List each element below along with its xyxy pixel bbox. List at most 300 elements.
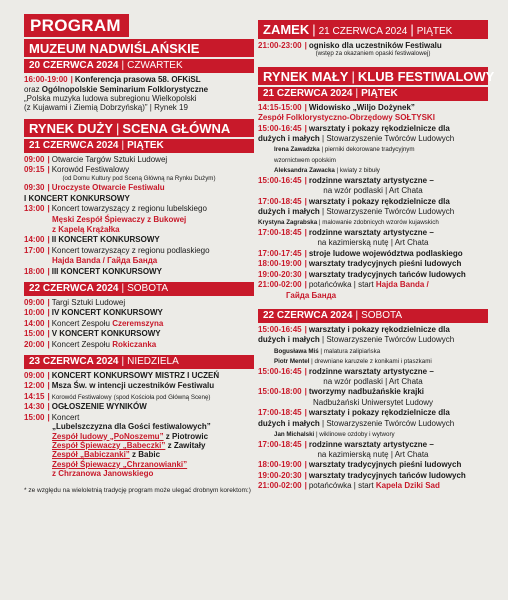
entry-body <box>24 256 254 265</box>
schedule-row <box>258 259 488 268</box>
schedule-row <box>24 204 254 213</box>
entry-body <box>258 356 488 365</box>
entry-time: 19:00-20:30 <box>258 470 302 480</box>
rm-day1-day: PIĄTEK <box>361 87 398 99</box>
entry-text: Korowód Festiwalowy <box>51 393 112 401</box>
separator-bar: | <box>304 175 307 185</box>
entry-text: KONCERT KONKURSOWY MISTRZ I UCZEŃ <box>51 370 220 380</box>
entry-body <box>47 371 254 380</box>
entry-text: potańcówka <box>308 481 352 491</box>
entry-text: wzornictwem opolskim <box>274 156 336 164</box>
rm-day2-date: 22 CZERWCA 2024 <box>263 309 353 321</box>
entry-body <box>258 238 488 247</box>
entry-body <box>258 134 488 143</box>
museum-venue-band <box>24 39 254 57</box>
concert-group <box>24 469 254 478</box>
entry-body <box>305 481 488 490</box>
artist-craft: | drewniane karuzele z konikami i ptaszkami <box>309 358 432 366</box>
entry-body <box>258 335 488 344</box>
concert-group <box>24 441 254 450</box>
artist-name: Bogusława Miś <box>274 347 319 355</box>
group-name: Zespół Śpiewaczy „Babeczki” <box>52 441 166 451</box>
schedule-row <box>258 367 488 376</box>
schedule-row <box>24 165 254 174</box>
footnote: * ze względu na wieloletnią tradycję program może ulegać drobnym korektom:) <box>24 486 251 494</box>
schedule-row <box>258 325 488 334</box>
entry-text: Widowisko „Wiljo Dożynek” <box>308 102 415 112</box>
entry-time: 09:00 <box>24 155 45 165</box>
entry-body <box>258 450 488 459</box>
entry-body <box>258 155 488 164</box>
artist-craft: | pierniki dekorowane tradycyjnym <box>319 146 415 154</box>
schedule-row <box>258 238 488 247</box>
day1-day: PIĄTEK <box>127 140 164 152</box>
zamek-venue: ZAMEK <box>263 22 310 37</box>
artist-name: Aleksandra Zawacka <box>274 167 335 175</box>
separator-bar: | <box>47 318 50 328</box>
entry-text-tail: | Stowarzyszenie Twórców Ludowych <box>319 133 455 143</box>
entry-body <box>305 408 488 417</box>
schedule-row <box>258 356 488 365</box>
museum-date: 20 CZERWCA 2024 <box>29 60 119 72</box>
entry-highlight: Hajda Banda / <box>375 280 429 290</box>
entry-text: dużych i małych <box>258 207 320 217</box>
entry-text: Koncert Zespołu <box>51 339 113 349</box>
entry-text-tail: | Stowarzyszenie Twórców Ludowych <box>319 335 455 345</box>
entry-time: 12:00 <box>24 381 45 391</box>
separator-bar: | <box>304 269 307 279</box>
entry-time: 14:30 <box>24 402 45 412</box>
entry-body <box>47 340 254 349</box>
entry-text: Korowód Festiwalowy <box>51 165 130 175</box>
separator-bar: | <box>47 412 50 422</box>
entry-time: 17:00-18:45 <box>258 408 302 418</box>
day3-date: 23 CZERWCA 2024 <box>29 356 119 368</box>
entry-text: potańcówka <box>308 280 352 290</box>
rm-day2-day: SOBOTA <box>361 309 403 321</box>
entry-text: Гайда Банда <box>286 290 337 300</box>
entry-body <box>305 325 488 334</box>
schedule-row <box>258 471 488 480</box>
rm-day2-band: 22 CZERWCA 2024 | SOBOTA <box>258 309 488 323</box>
schedule-row <box>24 340 254 349</box>
entry-text: warsztaty tradycyjnych pieśni ludowych <box>308 259 462 269</box>
entry-text: rodzinne warsztaty artystyczne – <box>308 366 434 376</box>
entry-body <box>258 291 488 300</box>
schedule-row <box>24 298 254 307</box>
right-column <box>258 18 495 491</box>
entry-text: warsztaty tradycyjnych pieśni ludowych <box>308 460 462 470</box>
museum-venue: MUZEUM NADWIŚLAŃSKIE <box>29 41 200 57</box>
schedule-row <box>24 215 254 224</box>
separator-bar: | <box>304 227 307 237</box>
artist-name: Piotr Mentel <box>274 358 310 366</box>
museum-line4: (z Kujawami i Ziemią Dobrzyńską)” | Rynek 19 <box>24 103 188 113</box>
entry-body <box>47 319 254 328</box>
group-name: Zespół Śpiewaczy „Chrzanowianki” <box>52 459 188 469</box>
schedule-row <box>258 165 488 174</box>
separator-bar: | <box>304 102 307 112</box>
schedule-row <box>258 228 488 237</box>
entry-time: 17:00 <box>24 245 45 255</box>
entry-body <box>305 249 488 258</box>
group-origin: z Chrzanowa Janowskiego <box>52 469 154 479</box>
entry-text: na kazimierską nutę | Art Chata <box>317 238 429 248</box>
day2-band: 22 CZERWCA 2024 | SOBOTA <box>24 282 254 296</box>
entry-text: warsztaty i pokazy rękodzielnicze dla <box>308 196 450 206</box>
entry-body <box>305 440 488 449</box>
entry-text: stroje ludowe województwa podlaskiego <box>308 248 463 258</box>
separator-bar: | <box>304 280 307 290</box>
entry-text: rodzinne warsztaty artystyczne – <box>308 439 434 449</box>
entry-body <box>47 267 254 276</box>
entry-body <box>305 387 488 396</box>
entry-body <box>258 113 488 122</box>
schedule-row <box>24 402 254 411</box>
entry-time: 17:00-18:45 <box>258 439 302 449</box>
artist-craft: | malatura zalipiańska <box>318 347 381 355</box>
entry-body <box>47 235 254 244</box>
separator-bar: | <box>47 155 50 165</box>
separator-bar: | <box>47 183 50 193</box>
entry-text: warsztaty i pokazy rękodzielnicze dla <box>308 123 450 133</box>
group-origin: z Babic <box>129 450 161 460</box>
day2-day: SOBOTA <box>127 283 169 295</box>
entry-text: IV KONCERT KONKURSOWY <box>51 308 163 318</box>
schedule-row <box>258 481 488 490</box>
schedule-row <box>258 113 488 122</box>
artist-name: Jan Michalski <box>274 431 315 439</box>
rynek-duzy-venue: RYNEK DUŻY <box>29 120 114 136</box>
concert-group <box>24 460 254 469</box>
entry-body <box>305 124 488 133</box>
entry-body <box>305 103 488 112</box>
entry-text: warsztaty i pokazy rękodzielnicze dla <box>308 408 450 418</box>
entry-text: na wzór podlaski | Art Chata <box>323 186 423 196</box>
entry-time: 09:15 <box>24 165 45 175</box>
separator-bar: | <box>47 297 50 307</box>
entry-time: 17:00-17:45 <box>258 248 302 258</box>
entry-text-tail: | start <box>351 481 376 491</box>
schedule-row <box>258 346 488 355</box>
entry-body <box>47 329 254 338</box>
schedule-row <box>258 176 488 185</box>
entry-highlight: Czeremszyna <box>112 318 164 328</box>
rm-day1-band: 21 CZERWCA 2024 | PIĄTEK <box>258 87 488 101</box>
entry-body <box>305 280 488 289</box>
entry-text: II KONCERT KONKURSOWY <box>51 235 160 245</box>
entry-text: z Kapelą Krążałka <box>52 224 120 234</box>
entry-body <box>47 402 254 411</box>
entry-body <box>47 392 254 401</box>
entry-body <box>305 270 488 279</box>
separator-bar: | <box>304 470 307 480</box>
schedule-row <box>24 308 254 317</box>
entry-time: 15:00 <box>24 329 45 339</box>
separator-bar: | <box>304 408 307 418</box>
museum-line3: „Polska muzyka ludowa subregionu Wielkopolski <box>24 94 197 104</box>
schedule-row <box>24 371 254 380</box>
entry-body <box>24 225 254 234</box>
schedule-row <box>258 460 488 469</box>
separator-bar: | <box>304 460 307 470</box>
entry-time: 18:00 <box>24 266 45 276</box>
entry-time: 19:00-20:30 <box>258 269 302 279</box>
entry-time: 15:00-18:00 <box>258 387 302 397</box>
entry-time: 15:00-16:45 <box>258 123 302 133</box>
group-name: Zespół ludowy „PoNoszemu” <box>52 431 164 441</box>
entry-text: Hajda Banda / Гайда Банда <box>52 256 158 266</box>
entry-text: Koncert <box>51 412 80 422</box>
rynek-maly-venue: RYNEK MAŁY <box>263 68 349 84</box>
entry-time: 14:15-15:00 <box>258 102 302 112</box>
separator-bar: | <box>47 391 50 401</box>
entry-time: 09:30 <box>24 183 45 193</box>
entry-time: 21:00-02:00 <box>258 481 302 491</box>
entry-body <box>47 183 254 192</box>
entry-body <box>47 381 254 390</box>
entry-time: 20:00 <box>24 339 45 349</box>
concert-groups <box>24 432 254 479</box>
entry-time: 15:00-16:45 <box>258 175 302 185</box>
separator-bar: | <box>47 370 50 380</box>
artist-craft: | wiklinowe ozdoby i wytwory <box>314 431 395 439</box>
zamek-note: (wstęp za okazaniem opaski festiwalowej) <box>315 50 431 58</box>
entry-body <box>258 186 488 195</box>
schedule-row <box>258 217 488 226</box>
schedule-row <box>258 398 488 407</box>
entry-text: V KONCERT KONKURSOWY <box>51 329 161 339</box>
entry-text: dużych i małych <box>258 335 320 345</box>
separator-bar: | <box>47 329 50 339</box>
separator-bar: | <box>304 248 307 258</box>
separator-bar: | <box>47 308 50 318</box>
entry-body <box>305 197 488 206</box>
schedule-row <box>258 280 488 289</box>
separator-bar: | <box>47 204 50 214</box>
schedule-row <box>24 392 254 401</box>
entry-body <box>305 471 488 480</box>
schedule-row <box>258 186 488 195</box>
separator-bar: | <box>47 402 50 412</box>
schedule-row <box>24 319 254 328</box>
entry-body <box>258 398 488 407</box>
artist-craft: | kwiaty z bibuły <box>334 167 380 175</box>
page-title: PROGRAM <box>24 14 129 37</box>
entry-body <box>258 429 488 438</box>
entry-body <box>258 217 488 226</box>
entry-body <box>47 308 254 317</box>
schedule-row <box>24 155 254 164</box>
entry-time: 15:00-16:45 <box>258 366 302 376</box>
entry-text: Otwarcie Targów Sztuki Ludowej <box>51 155 168 165</box>
museum-date-band: 20 CZERWCA 2024 | CZWARTEK <box>24 59 254 73</box>
rm-day1-schedule <box>258 103 488 300</box>
separator-bar: | <box>47 339 50 349</box>
entry-text: ognisko dla uczestników Festiwalu <box>308 40 442 50</box>
schedule-row <box>258 155 488 164</box>
schedule-row <box>24 413 254 422</box>
entry-body <box>305 259 488 268</box>
entry-text: III KONCERT KONKURSOWY <box>51 266 162 276</box>
schedule-row <box>258 291 488 300</box>
entry-text: warsztaty i pokazy rękodzielnicze dla <box>308 324 450 334</box>
entry-body <box>305 460 488 469</box>
schedule-row <box>258 270 488 279</box>
schedule-row <box>24 235 254 244</box>
separator-bar: | <box>47 381 50 391</box>
entry-time: 18:00-19:00 <box>258 259 302 269</box>
entry-body <box>305 367 488 376</box>
schedule-row <box>24 225 254 234</box>
entry-time: 15:00-16:45 <box>258 324 302 334</box>
day1-schedule <box>24 155 254 276</box>
entry-time: 21:00-02:00 <box>258 280 302 290</box>
museum-line2-bold: Ogólnopolskie Seminarium Folklorystyczne <box>41 84 209 94</box>
entry-text: warsztaty tradycyjnych tańców ludowych <box>308 470 466 480</box>
entry-body <box>47 155 254 164</box>
rynek-duzy-stage: SCENA GŁÓWNA <box>122 120 231 136</box>
concert-group <box>24 450 254 459</box>
entry-time: 14:00 <box>24 235 45 245</box>
entry-text: na wzór podlaski | Art Chata <box>323 376 423 386</box>
schedule-row <box>24 246 254 255</box>
separator-bar: | <box>304 123 307 133</box>
entry-text: Męski Zespół Śpiewaczy z Bukowej <box>52 214 187 224</box>
artist-name: Krystyna Zagrabska <box>258 219 318 227</box>
entry-time: 16:00-19:00 <box>24 75 68 85</box>
entry-body <box>258 346 488 355</box>
schedule-row <box>258 408 488 417</box>
separator-bar: | <box>304 439 307 449</box>
entry-body <box>47 204 254 213</box>
schedule-row <box>258 335 488 344</box>
entry-text: OGŁOSZENIE WYNIKÓW <box>51 402 147 412</box>
artist-craft: | malowanie zdobnicych wzorów kujawskich <box>317 219 439 227</box>
museum-day: CZWARTEK <box>127 60 183 72</box>
entry-time: 15:00 <box>24 412 45 422</box>
rm-day1-date: 21 CZERWCA 2024 <box>263 87 353 99</box>
schedule-note: (od Domu Kultury pod Sceną Główną na Rynku Dużym) <box>62 174 216 182</box>
schedule-row <box>24 183 254 192</box>
entry-text-tail: | Stowarzyszenie Twórców Ludowych <box>319 207 455 217</box>
day3-schedule <box>24 371 254 422</box>
separator-bar: | <box>47 266 50 276</box>
schedule-row <box>258 387 488 396</box>
entry-text: Koncert Zespołu <box>51 318 113 328</box>
rynek-maly-band: RYNEK MAŁY | KLUB FESTIWALOWY <box>258 67 488 85</box>
entry-text: Targi Sztuki Ludowej <box>51 297 126 307</box>
group-origin: z Piotrowic <box>163 431 209 441</box>
zamek-band: ZAMEK | 21 CZERWCA 2024 | PIĄTEK <box>258 20 488 39</box>
schedule-row <box>24 381 254 390</box>
entry-text: na kazimierską nutę | Art Chata <box>317 450 429 460</box>
schedule-row <box>258 450 488 459</box>
rynek-maly-club: KLUB FESTIWALOWY <box>357 68 495 84</box>
separator-bar: | <box>304 259 307 269</box>
day2-date: 22 CZERWCA 2024 <box>29 283 119 295</box>
schedule-row <box>258 207 488 216</box>
left-column <box>24 14 254 494</box>
separator-bar: | <box>47 165 50 175</box>
entry-text: Zespół Folklorystyczno-Obrzędowy SOŁTYSKI <box>258 113 435 123</box>
zamek-date: 21 CZERWCA 2024 <box>318 26 408 37</box>
entry-text: Koncert towarzyszący z regionu lubelskiego <box>51 204 207 214</box>
museum-line2 <box>24 85 254 94</box>
schedule-row <box>258 419 488 428</box>
entry-text: rodzinne warsztaty artystyczne – <box>308 227 434 237</box>
entry-body <box>47 298 254 307</box>
entry-time: 17:00-18:45 <box>258 196 302 206</box>
entry-text: Msza Św. w intencji uczestników Festiwalu <box>51 381 215 391</box>
schedule-row <box>258 124 488 133</box>
schedule-row <box>258 377 488 386</box>
entry-time: 09:00 <box>24 297 45 307</box>
entry-body <box>24 215 254 224</box>
entry-text: I KONCERT KONKURSOWY <box>24 193 130 203</box>
entry-text: warsztaty tradycyjnych tańców ludowych <box>308 269 466 279</box>
schedule-row <box>258 249 488 258</box>
entry-body <box>258 207 488 216</box>
museum-line2-prefix: oraz <box>24 84 40 94</box>
separator-bar: | <box>47 245 50 255</box>
entry-text: Koncert towarzyszący z regionu podlaskiego <box>51 245 210 255</box>
artist-name: Irena Zawadzka <box>274 146 320 154</box>
schedule-row <box>258 429 488 438</box>
entry-body <box>47 413 254 422</box>
separator-bar: | <box>304 387 307 397</box>
group-name: Zespół „Babiczanki” <box>52 450 130 460</box>
day2-schedule <box>24 298 254 349</box>
rm-day2-schedule <box>258 325 488 491</box>
entry-body <box>258 165 488 174</box>
entry-body <box>258 144 488 153</box>
separator-bar: | <box>304 481 307 491</box>
entry-time: 09:00 <box>24 370 45 380</box>
entry-text: Nadbużański Uniwersytet Ludowy <box>312 397 434 407</box>
zamek-day: PIĄTEK <box>416 26 453 37</box>
day3-band: 23 CZERWCA 2024 | NIEDZIELA <box>24 355 254 369</box>
schedule-row <box>258 197 488 206</box>
entry-text: dużych i małych <box>258 418 320 428</box>
entry-text-tail: | Stowarzyszenie Twórców Ludowych <box>319 418 455 428</box>
zamek-entry: 21:00-23:00 | ognisko dla uczestników Festiwalu <box>258 40 442 50</box>
entry-highlight: Rokiczanka <box>112 339 157 349</box>
concert-title: „Lubelszczyzna dla Gości festiwalowych” <box>52 422 211 432</box>
group-origin: z Zawitały <box>165 441 206 451</box>
separator-bar: | <box>304 196 307 206</box>
schedule-row <box>24 194 254 203</box>
separator-bar: | <box>304 366 307 376</box>
entry-body <box>258 377 488 386</box>
separator-bar: | <box>47 235 50 245</box>
entry-time: 14:00 <box>24 318 45 328</box>
entry-text: rodzinne warsztaty artystyczne – <box>308 175 434 185</box>
entry-text: tworzymy nadbużańskie krajki <box>308 387 424 397</box>
entry-text: Konferencja prasowa 58. OFKiSL <box>74 75 201 85</box>
entry-time: 14:15 <box>24 391 45 401</box>
entry-time: 13:00 <box>24 204 45 214</box>
schedule-row <box>24 267 254 276</box>
entry-time: 21:00-23:00 <box>258 40 302 50</box>
entry-time: 18:00-19:00 <box>258 460 302 470</box>
entry-body <box>258 419 488 428</box>
concert-group <box>24 432 254 441</box>
entry-time: 10:00 <box>24 308 45 318</box>
entry-time: 17:00-18:45 <box>258 227 302 237</box>
entry-body <box>24 194 254 203</box>
entry-body <box>305 176 488 185</box>
